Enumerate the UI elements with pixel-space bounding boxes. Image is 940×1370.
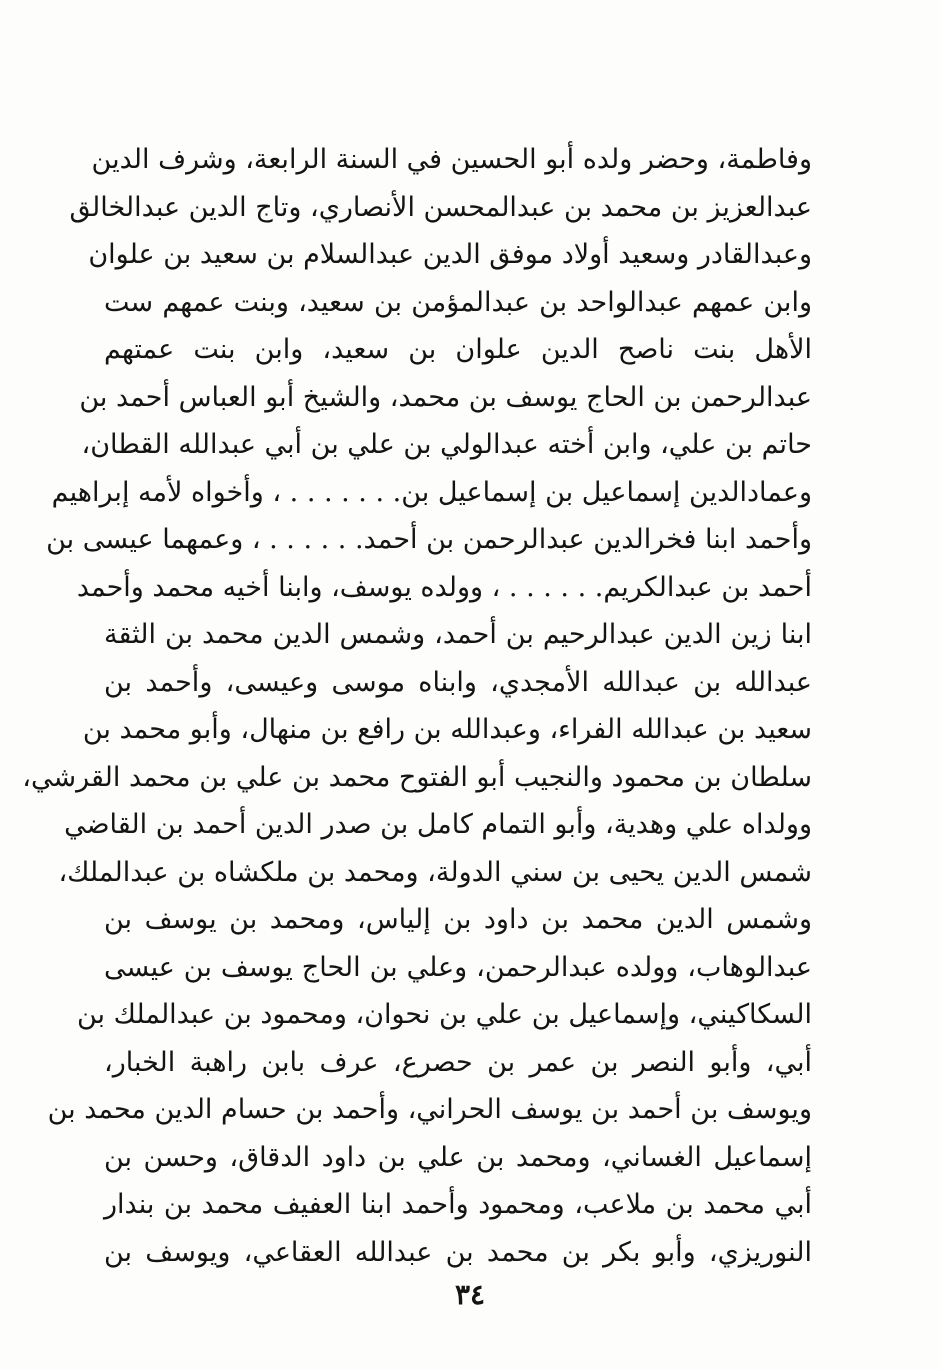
text-line-6: عبدالرحمن بن الحاج يوسف بن محمد، والشيخ أبو العباس أحمد بن <box>79 381 812 413</box>
text-line-9: وأحمد ابنا فخرالدين عبدالرحمن بن أحمد. . . . . . ، وعمهما عيسى بن <box>46 524 812 555</box>
text-line-22: إسماعيل الغساني، ومحمد بن علي بن داود الدقاق، وحسن بن <box>104 1141 812 1173</box>
body-text <box>22 136 812 1276</box>
text-line-24: النوريزي، وأبو بكر بن محمد بن عبدالله العقاعي، ويوسف بن <box>104 1236 812 1268</box>
text-line-15: وولداه علي وهدية، وأبو التمام كامل بن صدر الدين أحمد بن القاضي <box>64 809 812 840</box>
text-line-5: الأهل بنت ناصح الدين علوان بن سعيد، وابن بنت عمتهم <box>104 334 812 365</box>
text-line-11: ابنا زين الدين عبدالرحيم بن أحمد، وشمس الدين محمد بن الثقة <box>104 619 812 650</box>
text-line-18: عبدالوهاب، وولده عبدالرحمن، وعلي بن الحاج يوسف بن عيسى <box>104 951 812 983</box>
page-number: ٣٤ <box>454 1278 486 1311</box>
text-line-3: وعبدالقادر وسعيد أولاد موفق الدين عبدالسلام بن سعيد بن علوان <box>88 239 812 270</box>
text-line-10: أحمد بن عبدالكريم. . . . . . ، وولده يوسف، وابنا أخيه محمد وأحمد <box>76 571 812 603</box>
text-line-13: سعيد بن عبدالله الفراء، وعبدالله بن رافع بن منهال، وأبو محمد بن <box>82 714 812 745</box>
text-line-17: وشمس الدين محمد بن داود بن إلياس، ومحمد بن يوسف بن <box>104 904 812 935</box>
text-line-1: وفاطمة، وحضر ولده أبو الحسين في السنة الرابعة، وشرف الدين <box>91 144 812 175</box>
text-line-16: شمس الدين يحيى بن سني الدولة، ومحمد بن ملكشاه بن عبدالملك، <box>58 856 812 888</box>
text-line-12: عبدالله بن عبدالله الأمجدي، وابناه موسى وعيسى، وأحمد بن <box>104 666 812 698</box>
text-line-14: سلطان بن محمود والنجيب أبو الفتوح محمد بن علي بن محمد القرشي، <box>22 761 812 793</box>
text-line-20: أبي، وأبو النصر بن عمر بن حصرع، عرف بابن راهبة الخبار، <box>104 1046 812 1078</box>
text-line-7: حاتم بن علي، وابن أخته عبدالولي بن علي بن أبي عبدالله القطان، <box>81 429 812 460</box>
text-line-23: أبي محمد بن ملاعب، ومحمود وأحمد ابنا العفيف محمد بن بندار <box>104 1189 812 1220</box>
text-line-2: عبدالعزيز بن محمد بن عبدالمحسن الأنصاري، وتاج الدين عبدالخالق <box>69 191 812 223</box>
text-line-19: السكاكيني، وإسماعيل بن علي بن نحوان، ومحمود بن عبدالملك بن <box>77 999 812 1030</box>
text-line-8: وعمادالدين إسماعيل بن إسماعيل بن. . . . . . . ، وأخواه لأمه إبراهيم <box>51 476 812 508</box>
text-line-4: وابن عمهم عبدالواحد بن عبدالمؤمن بن سعيد، وبنت عمهم ست <box>104 286 812 318</box>
text-line-21: ويوسف بن أحمد بن يوسف الحراني، وأحمد بن حسام الدين محمد بن <box>47 1094 812 1125</box>
